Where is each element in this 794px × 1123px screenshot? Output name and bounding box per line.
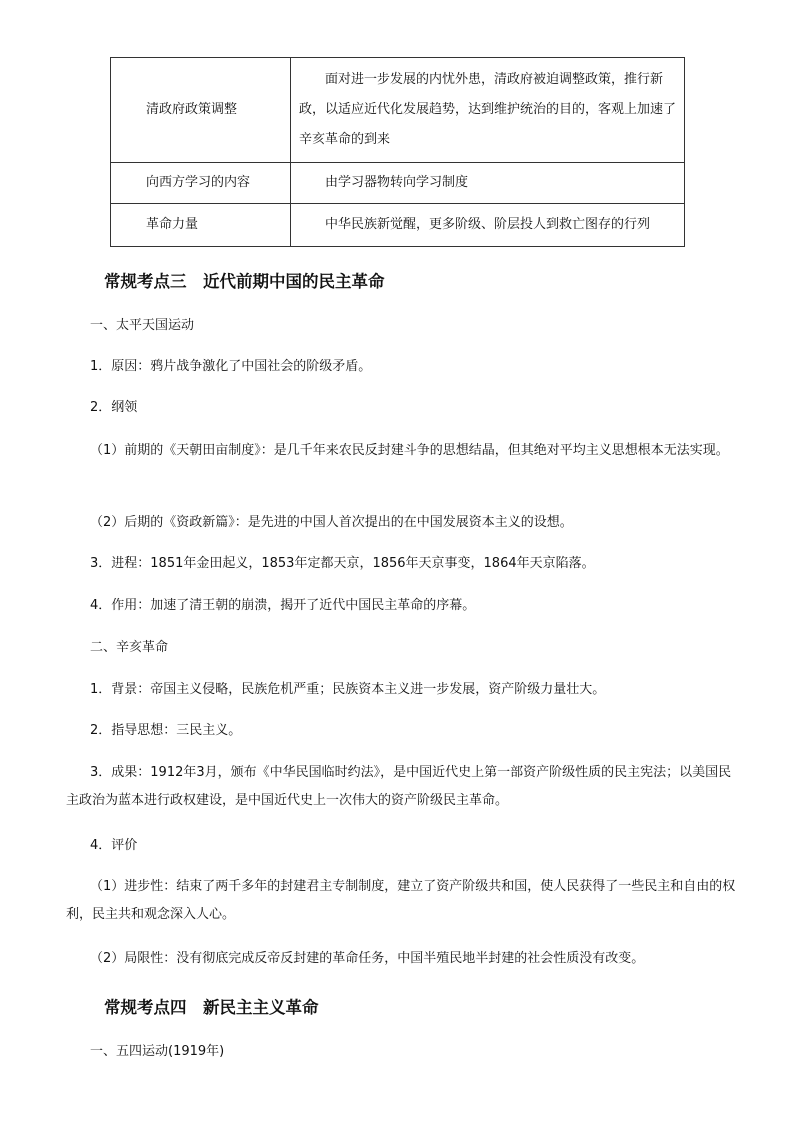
table-key: 向西方学习的内容 [146, 175, 251, 190]
section-heading: 常规考点四 新民主主义革命 [104, 998, 319, 1017]
table-value-cell [291, 163, 685, 204]
paragraph: 2．纲领 [90, 400, 138, 415]
paragraph: （1）前期的《天朝田亩制度》：是几千年来农民反封建斗争的思想结晶，但其绝对平均主义思想根本无法实现。 [90, 443, 729, 458]
paragraph: 3．成果：1912年3月，颁布《中华民国临时约法》，是中国近代史上第一部资产阶级性质的民主宪法；以美国民主政治为蓝本进行政权建设，是中国近代史上一次伟大的资产阶级民主革命。 [66, 765, 732, 808]
table-key-cell [111, 58, 291, 163]
table-value-cell [291, 204, 685, 247]
table-key-cell [111, 163, 291, 204]
paragraph: （1）进步性：结束了两千多年的封建君主专制制度，建立了资产阶级共和国，使人民获得了一些民主和自由的权利，民主共和观念深入人心。 [66, 879, 736, 922]
table-key: 革命力量 [146, 217, 199, 232]
paragraph: 2．指导思想：三民主义。 [90, 723, 242, 738]
section-heading: 常规考点三 近代前期中国的民主革命 [104, 272, 385, 291]
table-key-cell [111, 204, 291, 247]
paragraph: （2）局限性：没有彻底完成反帝反封建的革命任务，中国半殖民地半封建的社会性质没有改变。 [90, 951, 645, 966]
paragraph: 3．进程：1851年金田起义，1853年定都天京，1856年天京事变，1864年天京陷落。 [90, 556, 595, 571]
paragraph: 1．原因：鸦片战争激化了中国社会的阶级矛盾。 [90, 359, 372, 374]
table-value: 由学习器物转向学习制度 [325, 175, 469, 190]
paragraph: （2）后期的《资政新篇》：是先进的中国人首次提出的在中国发展资本主义的设想。 [90, 515, 573, 530]
table-row [111, 58, 685, 163]
paragraph: 4．评价 [90, 838, 138, 853]
summary-table [110, 57, 685, 247]
subsection-title: 一、五四运动(1919年) [90, 1044, 225, 1059]
table-value-cell [291, 58, 685, 163]
paragraph: 1．背景：帝国主义侵略，民族危机严重；民族资本主义进一步发展，资产阶级力量壮大。 [90, 682, 606, 697]
table-row [111, 204, 685, 247]
subsection-title: 一、太平天国运动 [90, 318, 195, 333]
paragraph: 4．作用：加速了清王朝的崩溃，揭开了近代中国民主革命的序幕。 [90, 598, 476, 613]
table-row [111, 163, 685, 204]
table-key: 清政府政策调整 [146, 102, 238, 117]
subsection-title: 二、辛亥革命 [90, 640, 169, 655]
table-value: 中华民族新觉醒，更多阶级、阶层投人到救亡图存的行列 [325, 217, 651, 232]
table-value: 面对进一步发展的内忧外患，清政府被迫调整政策，推行新政，以适应近代化发展趋势，达到维护统治的目的，客观上加速了辛亥革命的到来 [299, 72, 677, 147]
